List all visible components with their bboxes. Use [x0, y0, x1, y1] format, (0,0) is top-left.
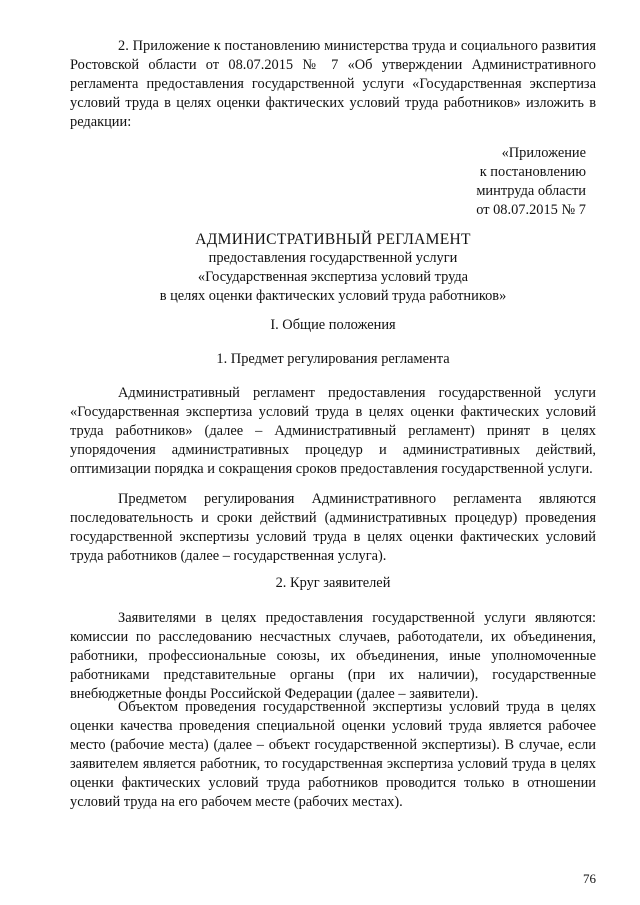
- paragraph-1: [70, 384, 596, 479]
- paragraph-1-text: Административный регламент предоставления государственной услуги «Государственная экспертиза условий труда в целях оценки фактических условий труда работников» (далее – Административный регламент) принят в целях упорядочения административных процедур и административных действий, оптимизации порядка и сокращения сроков предоставления государственной услуги.: [70, 385, 596, 477]
- appendix-line-4: от 08.07.2015 № 7: [476, 202, 586, 218]
- paragraph-4: [70, 698, 596, 812]
- title-line-3: «Государственная экспертиза условий труда: [197, 269, 469, 285]
- title-line-2: предоставления государственной услуги: [208, 250, 458, 266]
- section-heading: I. Общие положения: [270, 317, 396, 333]
- appendix-line-2: к постановлению: [479, 164, 586, 180]
- title-line-4: в целях оценки фактических условий труда работников»: [159, 288, 507, 304]
- paragraph-intro: [70, 37, 596, 132]
- page-number: 76: [583, 871, 596, 886]
- appendix-line-3: минтруда области: [476, 183, 586, 199]
- appendix-reference: [400, 144, 586, 220]
- paragraph-3: [70, 609, 596, 704]
- appendix-line-1: «Приложение: [501, 145, 586, 161]
- paragraph-2: [70, 490, 596, 566]
- paragraph-4-text: Объектом проведения государственной экспертизы условий труда в целях оценки качества проведения специальной оценки условий труда является рабочее место (рабочие места) (далее – объект государственной экспертизы). В случае, если заявителем является работник, то государственная экспертиза условий труда в целях оценки фактических условий труда работников проводится только в отношении условий труда на его рабочем месте (рабочих местах).: [70, 699, 596, 810]
- subheading-applicants: 2. Круг заявителей: [275, 575, 391, 591]
- title-main: АДМИНИСТРАТИВНЫЙ РЕГЛАМЕНТ: [195, 231, 471, 248]
- paragraph-3-text: Заявителями в целях предоставления государственной услуги являются: комиссии по расследованию несчастных случаев, работодатели, их объединения, работники, профессиональные союзы, их объединения, иные уполномоченные работниками представительные органы (при их наличии), государственные внебюджетные фонды Российской Федерации (далее – заявители).: [70, 610, 596, 702]
- document-title: [70, 230, 596, 306]
- subheading-regulation-subject: 1. Предмет регулирования регламента: [216, 351, 450, 367]
- paragraph-intro-text: 2. Приложение к постановлению министерства труда и социального развития Ростовской области от 08.07.2015 № 7 «Об утверждении Административного регламента предоставления государственной услуги «Государственная экспертиза условий труда в целях оценки фактических условий труда работников» изложить в редакции:: [70, 38, 596, 130]
- paragraph-2-text: Предметом регулирования Административного регламента являются последовательность и сроки действий (административных процедур) проведения государственной экспертизы условий труда в целях оценки фактических условий труда работников (далее – государственная услуга).: [70, 491, 596, 564]
